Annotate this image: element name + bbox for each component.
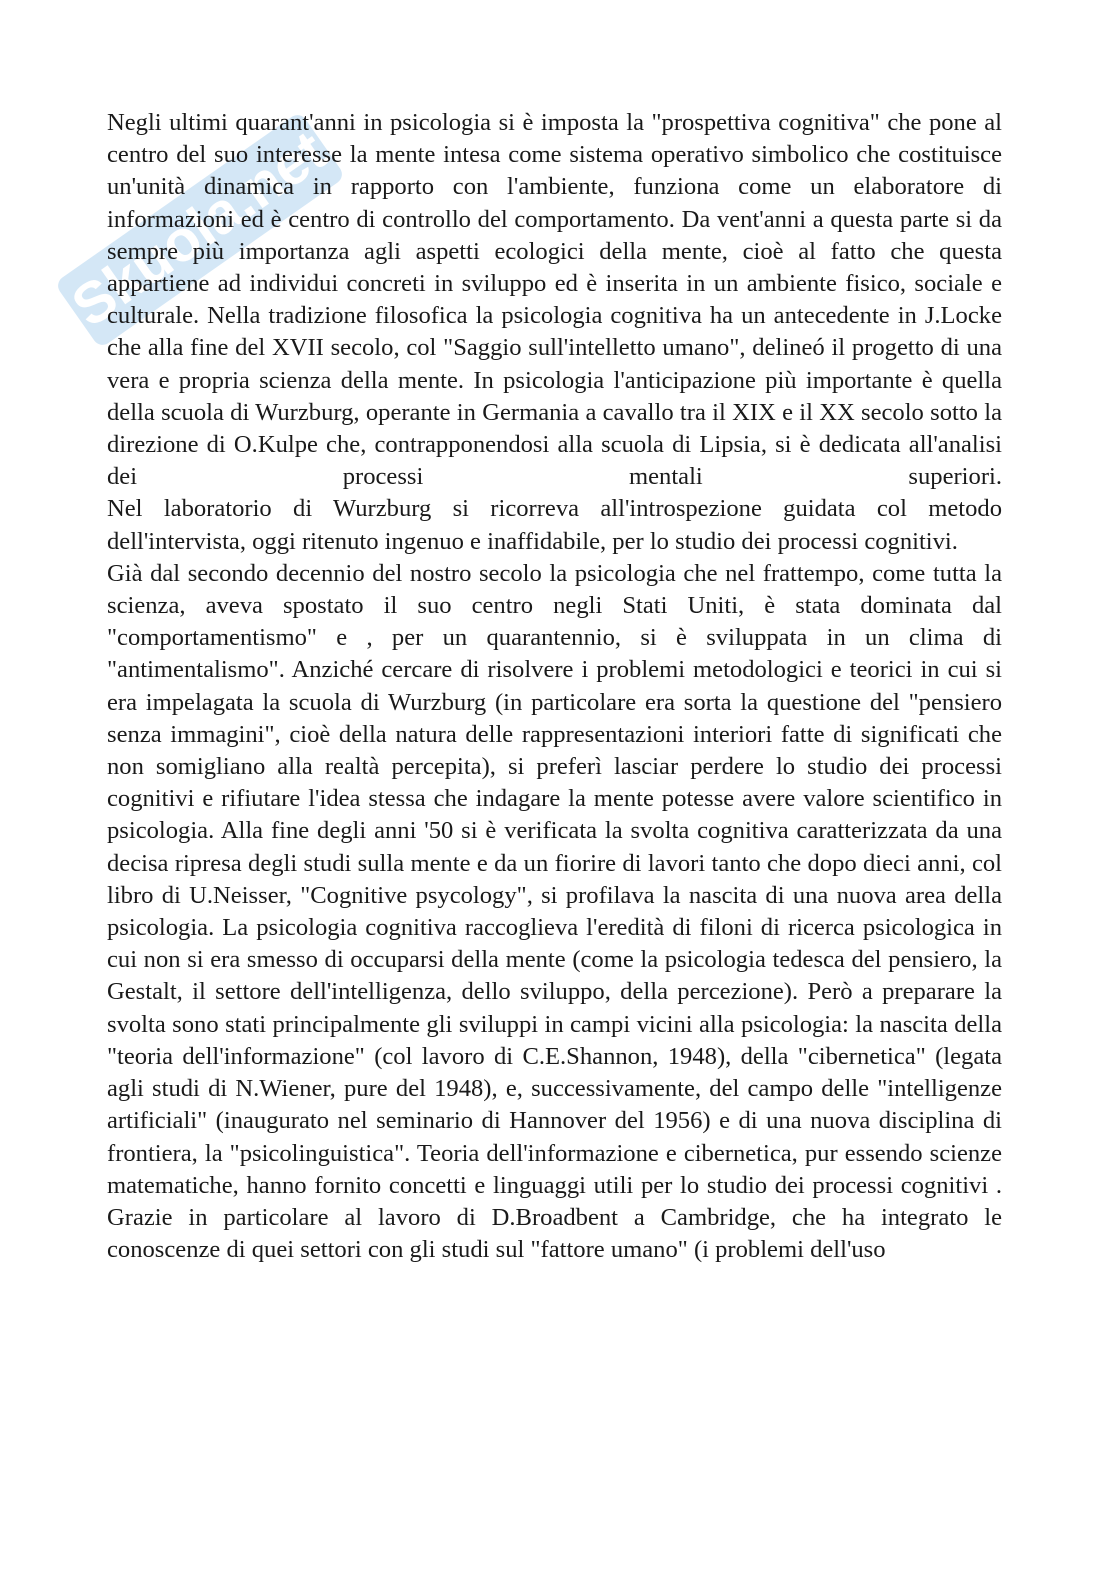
paragraph-2: Nel laboratorio di Wurzburg si ricorreva all'introspezione guidata col metodo dell'intervista, oggi ritenuto ingenuo e inaffidabile, per lo studio dei processi cognitivi. — [107, 495, 1002, 555]
paragraph-1: Negli ultimi quarant'anni in psicologia si è imposta la "prospettiva cognitiva" che pone al centro del suo interesse la mente intesa come sistema operativo simbolico che costituisce un'unità dinamica in rapporto con l'ambiente, funziona come un elaboratore di informazioni ed è centro di controllo del comportamento. Da vent'anni a questa parte si da sempre più importanza agli aspetti ecologici della mente, cioè al fatto che questa appartiene ad individui concreti in sviluppo ed è inserita in un ambiente fisico, sociale e culturale. Nella tradizione filosofica la psicologia cognitiva ha un antecedente in J.Locke che alla fine del XVII secolo, col "Saggio sull'intelletto umano", delineó il progetto di una vera e propria scienza della mente. In psicologia l'anticipazione più importante è quella della scuola di Wurzburg, operante in Germania a cavallo tra il XIX e il XX secolo sotto la direzione di O.Kulpe che, contrapponendosi alla scuola di Lipsia, si è dedicata all'analisi dei processi mentali superiori. — [107, 109, 1002, 491]
paragraph-3: Già dal secondo decennio del nostro secolo la psicologia che nel frattempo, come tutta la scienza, aveva spostato il suo centro negli Stati Uniti, è stata dominata dal "comportamentismo" e , per un quarantennio, si è sviluppata in un clima di "antimentalismo". Anziché cercare di risolvere i problemi metodologici e teorici in cui si era impelagata la scuola di Wurzburg (in particolare era sorta la questione del "pensiero senza immagini", cioè della natura delle rappresentazioni interiori fatte di significati che non somigliano alla realtà percepita), si preferì lasciar perdere lo studio dei processi cognitivi e rifiutare l'idea stessa che indagare la mente potesse avere valore scientifico in psicologia. Alla fine degli anni '50 si è verificata la svolta cognitiva caratterizzata da una decisa ripresa degli studi sulla mente e da un fiorire di lavori tanto che dopo dieci anni, col libro di U.Neisser, "Cognitive psycology", si profilava la nascita di una nuova area della psicologia. La psicologia cognitiva raccoglieva l'eredità di filoni di ricerca psicologica in cui non si era smesso di occuparsi della mente (come la psicologia tedesca del pensiero, la Gestalt, il settore dell'intelligenza, dello sviluppo, della percezione). Però a preparare la svolta sono stati principalmente gli sviluppi in campi vicini alla psicologia: la nascita della "teoria dell'informazione" (col lavoro di C.E.Shannon, 1948), della "cibernetica" (legata agli studi di N.Wiener, pure del 1948), e, successivamente, del campo delle "intelligenze artificiali" (inaugurato nel seminario di Hannover del 1956) e di una nuova disciplina di frontiera, la "psicolinguistica". Teoria dell'informazione e cibernetica, pur essendo scienze matematiche, hanno fornito concetti e linguaggi utili per lo studio dei processi cognitivi . Grazie in particolare al lavoro di D.Broadbent a Cambridge, che ha integrato le conoscenze di quei settori con gli studi sul "fattore umano" (i problemi dell'uso — [107, 559, 1002, 1264]
document-body — [107, 107, 1002, 1266]
watermark-text: Skuola.net — [60, 118, 338, 340]
